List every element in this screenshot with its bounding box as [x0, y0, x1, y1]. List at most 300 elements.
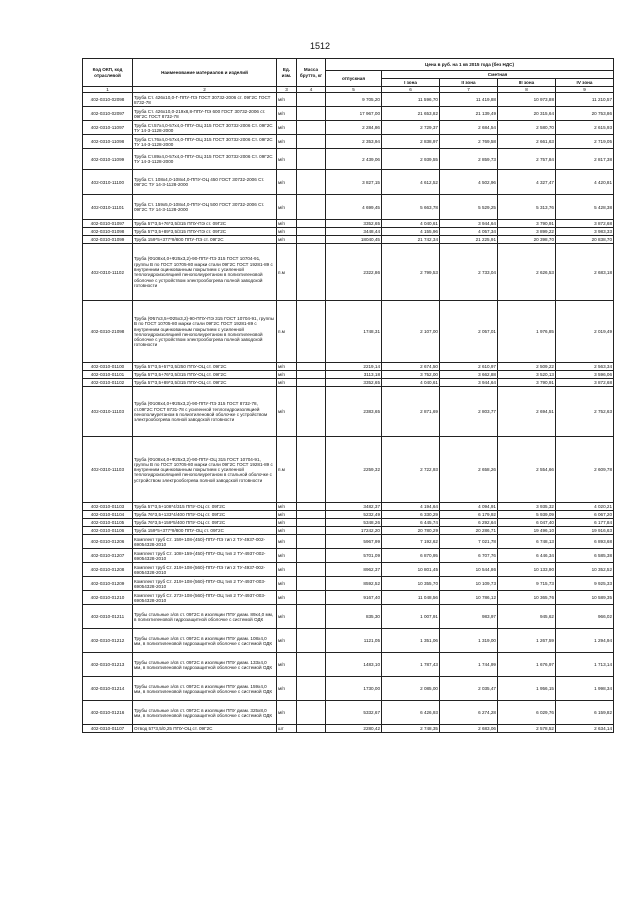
- table-row: [83, 549, 614, 563]
- row-price-zone-2: 4 502,96: [440, 170, 498, 195]
- row-price-zone-3: 6 446,34: [498, 549, 556, 563]
- row-code: 402-0310-01104: [83, 511, 133, 519]
- row-price-zone-3: 6 047,40: [498, 519, 556, 527]
- table-row: [83, 503, 614, 511]
- row-price-zone-3: 2 694,51: [498, 387, 556, 437]
- row-price-release: 4 699,45: [326, 195, 382, 220]
- row-price-release: 3352,65: [326, 220, 382, 228]
- row-mass: [297, 605, 326, 629]
- row-code: 402-0310-01103: [83, 503, 133, 511]
- row-price-zone-1: 2 729,37: [382, 121, 440, 135]
- table-row: [83, 379, 614, 387]
- row-unit: м/п: [277, 228, 297, 236]
- row-mass: [297, 107, 326, 121]
- row-mass: [297, 228, 326, 236]
- row-mass: [297, 725, 326, 733]
- row-name: Труба Ст. 426х10,0-Г-ППУ-ПЭ ГОСТ 30732-2006 ст. 09Г2С ГОСТ 8732-78: [133, 93, 277, 107]
- row-mass: [297, 563, 326, 577]
- row-mass: [297, 511, 326, 519]
- row-price-zone-4: 3 983,33: [556, 228, 614, 236]
- row-price-zone-4: 3 872,68: [556, 379, 614, 387]
- row-price-zone-2: 3 662,88: [440, 371, 498, 379]
- row-price-zone-2: 983,97: [440, 605, 498, 629]
- row-price-zone-2: 2 683,06: [440, 725, 498, 733]
- row-price-release: 2 284,86: [326, 121, 382, 135]
- row-price-zone-3: 19 496,10: [498, 527, 556, 535]
- row-price-release: 2 353,94: [326, 135, 382, 149]
- row-unit: м/п: [277, 387, 297, 437]
- row-price-release: 2 439,06: [326, 149, 382, 170]
- header-estimate: Сметная: [382, 71, 614, 79]
- table-row: [83, 527, 614, 535]
- row-name: Труба 159*5+377*9/800 ППУ-ОЦ ст. 09Г2С: [133, 527, 277, 535]
- row-price-zone-1: 2 722,93: [382, 437, 440, 503]
- row-code: 402-0310-01100: [83, 363, 133, 371]
- row-mass: [297, 527, 326, 535]
- table-row: [83, 220, 614, 228]
- row-code: 402-0310-02098: [83, 93, 133, 107]
- row-price-zone-2: 3 944,64: [440, 220, 498, 228]
- row-price-zone-4: 3 596,06: [556, 371, 614, 379]
- row-price-zone-3: 2 626,53: [498, 244, 556, 301]
- row-price-zone-1: 6 445,74: [382, 519, 440, 527]
- row-price-zone-2: 4 094,91: [440, 503, 498, 511]
- row-price-zone-3: 1 267,59: [498, 629, 556, 653]
- row-code: 402-0310-11101: [83, 195, 133, 220]
- row-price-zone-1: 10 355,70: [382, 577, 440, 591]
- row-price-zone-1: 2 799,53: [382, 244, 440, 301]
- row-price-zone-3: 3 899,22: [498, 228, 556, 236]
- header-zone-1: I зона: [382, 79, 440, 87]
- row-name: Труба 57*3,5+57*3,5/250 ППУ-ОЦ ст. 09Г2С: [133, 363, 277, 371]
- row-unit: м/п: [277, 511, 297, 519]
- row-price-zone-3: 6 748,13: [498, 535, 556, 549]
- table-row: [83, 629, 614, 653]
- row-price-zone-2: 4 057,34: [440, 228, 498, 236]
- row-price-release: 5701,09: [326, 549, 382, 563]
- page-number: 1512: [309, 41, 331, 51]
- row-mass: [297, 301, 326, 363]
- row-price-zone-4: 20 838,70: [556, 236, 614, 244]
- row-price-zone-3: 2 554,66: [498, 437, 556, 503]
- table-row: [83, 121, 614, 135]
- row-price-zone-4: 4 420,81: [556, 170, 614, 195]
- row-price-zone-4: 2 752,63: [556, 387, 614, 437]
- row-price-zone-2: 2 859,73: [440, 149, 498, 170]
- row-price-zone-4: 1 713,14: [556, 653, 614, 677]
- row-price-zone-1: 4 155,96: [382, 228, 440, 236]
- row-unit: м/п: [277, 379, 297, 387]
- row-unit: м/п: [277, 605, 297, 629]
- row-price-zone-2: 2 684,54: [440, 121, 498, 135]
- row-price-release: 9167,40: [326, 591, 382, 605]
- row-code: 402-0310-11103: [83, 437, 133, 503]
- row-name: Труба 57*3,5+76*3,5/315 ППУ-ПЭ ст. 09Г2С: [133, 220, 277, 228]
- row-price-zone-2: 1 319,00: [440, 629, 498, 653]
- table-row: [83, 371, 614, 379]
- row-price-zone-2: 21 225,91: [440, 236, 498, 244]
- column-number: 4: [297, 87, 326, 93]
- row-mass: [297, 503, 326, 511]
- row-price-zone-2: 2 658,26: [440, 437, 498, 503]
- table-row: [83, 591, 614, 605]
- row-name: Комплект труб Ст. 108+159-(450)-ППУ-ОЦ тип 2 ТУ-4937-002-69054328-2010: [133, 549, 277, 563]
- row-unit: м/п: [277, 701, 297, 725]
- row-mass: [297, 170, 326, 195]
- row-code: 402-0310-01099: [83, 236, 133, 244]
- row-mass: [297, 371, 326, 379]
- row-price-zone-1: 4 040,61: [382, 220, 440, 228]
- row-price-zone-4: 2 019,49: [556, 301, 614, 363]
- row-price-release: 17242,20: [326, 527, 382, 535]
- row-price-zone-3: 3 520,13: [498, 371, 556, 379]
- row-name: Комплект труб Ст. 273+108-(560)-ППУ-ОЦ тип 2 ТУ-4937-003-69054328-2010: [133, 591, 277, 605]
- row-name: Труба Ст.89х4,0-57х4,0-ППУ-ОЦ 315 ГОСТ 30732-2006 Ст. 09Г2С ТУ 14-3-1128-2000: [133, 149, 277, 170]
- row-price-zone-4: 2 683,18: [556, 244, 614, 301]
- row-name: Отвод 57*3,5/0,25 ППУ-ОЦ ст. 09Г2С: [133, 725, 277, 733]
- row-name: Труба Ст.57х4,0-57х4,0-ППУ-ОЦ 315 ГОСТ 30732-2006 Ст. 09Г2С ТУ 14-3-1128-2000: [133, 121, 277, 135]
- table-row: [83, 725, 614, 733]
- row-price-release: 5332,67: [326, 701, 382, 725]
- row-price-zone-3: 3 935,32: [498, 503, 556, 511]
- row-price-zone-4: 966,02: [556, 605, 614, 629]
- row-code: 402-0310-01207: [83, 549, 133, 563]
- row-price-zone-1: 2 748,35: [382, 725, 440, 733]
- row-price-zone-2: 10 544,86: [440, 563, 498, 577]
- row-code: 402-0310-11097: [83, 121, 133, 135]
- row-name: Труба Ст. 426х10,0-219х8,8-ППУ-ПЭ 600 ГОСТ 30732-2006 ст. 09Г2С ГОСТ 8732-78: [133, 107, 277, 121]
- row-name: Труба (Ф108х4,0+Ф25х3,2)-90-ППУ-ОЦ 315 ГОСТ 10704-91, группы В по ГОСТ 10705-80 марки стали 09Г2С ГОСТ 19281-89 с внутренним оцинкованным покрытием с усиленной теплогидроизоляцией пенополиуретаном в стальной оболочке с устройством электрообогрева полной заводской готовности: [133, 437, 277, 503]
- row-code: 402-0310-01213: [83, 653, 133, 677]
- row-price-zone-3: 3 790,91: [498, 379, 556, 387]
- row-price-zone-3: 6 029,76: [498, 701, 556, 725]
- row-code: 402-0310-01208: [83, 563, 133, 577]
- row-unit: м/п: [277, 577, 297, 591]
- row-price-zone-1: 21 742,34: [382, 236, 440, 244]
- row-code: 402-0310-11098: [83, 135, 133, 149]
- row-price-zone-1: 2 107,00: [382, 301, 440, 363]
- row-price-release: 3482,37: [326, 503, 382, 511]
- row-mass: [297, 577, 326, 591]
- row-unit: м/п: [277, 527, 297, 535]
- row-unit: шт: [277, 725, 297, 733]
- row-price-release: 18040,45: [326, 236, 382, 244]
- row-price-release: 1483,10: [326, 653, 382, 677]
- row-mass: [297, 653, 326, 677]
- row-unit: м/п: [277, 549, 297, 563]
- row-unit: м/п: [277, 563, 297, 577]
- row-price-zone-3: 9 715,73: [498, 577, 556, 591]
- row-price-zone-4: 11 210,57: [556, 93, 614, 107]
- row-unit: п.м: [277, 437, 297, 503]
- row-price-zone-1: 2 939,55: [382, 149, 440, 170]
- row-unit: п.м: [277, 244, 297, 301]
- header-unit: Ед. изм.: [277, 59, 297, 87]
- row-name: Комплект труб Ст. 219+108-(560)-ППУ-ОЦ тип 2 ТУ-4937-003-69054328-2010: [133, 577, 277, 591]
- column-number: 9: [556, 87, 614, 93]
- row-price-release: 2219,14: [326, 363, 382, 371]
- header-name: Наименование материалов и изделий: [133, 59, 277, 87]
- row-price-zone-2: 3 944,64: [440, 379, 498, 387]
- row-price-release: 1730,00: [326, 677, 382, 701]
- row-price-zone-2: 10 109,73: [440, 577, 498, 591]
- row-unit: м/п: [277, 519, 297, 527]
- row-code: 402-0310-01214: [83, 677, 133, 701]
- row-unit: м/п: [277, 107, 297, 121]
- column-number: 1: [83, 87, 133, 93]
- row-price-zone-3: 2 580,70: [498, 121, 556, 135]
- row-price-zone-2: 2 035,47: [440, 677, 498, 701]
- row-price-zone-1: 10 801,45: [382, 563, 440, 577]
- row-price-zone-1: 1 787,43: [382, 653, 440, 677]
- row-unit: м/п: [277, 363, 297, 371]
- column-number: 7: [440, 87, 498, 93]
- row-unit: м/п: [277, 677, 297, 701]
- row-price-zone-2: 6 707,76: [440, 549, 498, 563]
- header-code: Код ОКП, код отраслевой: [83, 59, 133, 87]
- row-price-zone-3: 20 398,70: [498, 236, 556, 244]
- row-price-zone-2: 10 786,12: [440, 591, 498, 605]
- row-name: Трубы стальные э/св ст. 09Г2С в изоляции ППУ диам. 108х4,0 мм, в полиэтиленовой гидрозащитной оболочке с системой ОДК: [133, 629, 277, 653]
- row-name: Труба (Ф57х3,5+Ф25х3,2)-90-ППУ-ПЭ 315 ГОСТ 10704-91, группы В по ГОСТ 10705-80 марки стали 09Г2С ГОСТ 19281-89 с внутренним оцинкованным покрытием с усиленной теплогидроизоляцией пенополиуретаном в полиэтиленовой оболочке с устройством электрообогрева полной заводской готовности: [133, 301, 277, 363]
- table-row: [83, 107, 614, 121]
- row-mass: [297, 93, 326, 107]
- column-number: 6: [382, 87, 440, 93]
- row-unit: м/п: [277, 503, 297, 511]
- row-price-zone-3: 20 315,64: [498, 107, 556, 121]
- row-price-zone-4: 1 998,34: [556, 677, 614, 701]
- row-price-zone-2: 2 057,01: [440, 301, 498, 363]
- row-name: Трубы стальные э/св ст. 09Г2С в изоляции ППУ диам. 89х4,0 мм, в полиэтиленовой гидрозащитной оболочке с системой ОДК: [133, 605, 277, 629]
- row-price-zone-2: 7 021,78: [440, 535, 498, 549]
- row-price-zone-3: 5 313,76: [498, 195, 556, 220]
- row-unit: м/п: [277, 653, 297, 677]
- row-price-zone-4: 6 585,38: [556, 549, 614, 563]
- row-price-zone-2: 5 529,25: [440, 195, 498, 220]
- table-row: [83, 677, 614, 701]
- row-mass: [297, 535, 326, 549]
- row-code: 402-0310-11099: [83, 149, 133, 170]
- header-price-group: Цена в руб. на 1 кв 2015 года (без НДС): [326, 59, 614, 71]
- row-mass: [297, 519, 326, 527]
- row-price-zone-1: 3 752,00: [382, 371, 440, 379]
- row-price-zone-3: 5 939,09: [498, 511, 556, 519]
- table-row: [83, 519, 614, 527]
- row-price-release: 8592,52: [326, 577, 382, 591]
- row-price-release: 2383,65: [326, 387, 382, 437]
- row-price-release: 5967,99: [326, 535, 382, 549]
- row-code: 402-0310-01212: [83, 629, 133, 653]
- row-code: 402-0310-01106: [83, 527, 133, 535]
- row-code: 402-0310-01107: [83, 725, 133, 733]
- table-row: [83, 363, 614, 371]
- row-price-zone-3: 945,62: [498, 605, 556, 629]
- row-code: 402-0310-02097: [83, 107, 133, 121]
- row-price-zone-1: 2 085,00: [382, 677, 440, 701]
- row-name: Труба 57*3,5+89*3,5/315 ППУ-ПЭ ст. 09Г2С: [133, 228, 277, 236]
- row-price-zone-4: 19 916,63: [556, 527, 614, 535]
- row-name: Труба 57*3,5+89*3,5/315 ППУ-ОЦ ст. 09Г2С: [133, 379, 277, 387]
- row-price-zone-1: 1 007,91: [382, 605, 440, 629]
- row-price-zone-2: 2 803,77: [440, 387, 498, 437]
- row-price-zone-3: 3 790,91: [498, 220, 556, 228]
- table-row: [83, 577, 614, 591]
- row-code: 402-0310-01102: [83, 379, 133, 387]
- row-unit: м/п: [277, 93, 297, 107]
- row-price-zone-4: 6 159,82: [556, 701, 614, 725]
- row-mass: [297, 135, 326, 149]
- row-price-release: 5232,49: [326, 511, 382, 519]
- row-price-zone-1: 4 612,52: [382, 170, 440, 195]
- row-price-zone-2: 20 286,71: [440, 527, 498, 535]
- row-price-zone-1: 4 040,61: [382, 379, 440, 387]
- row-price-release: 3 827,15: [326, 170, 382, 195]
- row-unit: м/п: [277, 591, 297, 605]
- row-mass: [297, 387, 326, 437]
- row-mass: [297, 236, 326, 244]
- row-price-release: 3113,18: [326, 371, 382, 379]
- row-price-zone-1: 6 330,29: [382, 511, 440, 519]
- row-price-release: 3448,44: [326, 228, 382, 236]
- table-row: [83, 170, 614, 195]
- row-price-zone-1: 6 870,95: [382, 549, 440, 563]
- row-price-zone-4: 2 615,93: [556, 121, 614, 135]
- table-row: [83, 236, 614, 244]
- row-price-zone-4: 5 428,38: [556, 195, 614, 220]
- row-name: Труба 159*5+377*9/800 ППУ-ПЭ ст. 09Г2С: [133, 236, 277, 244]
- table-row: [83, 387, 614, 437]
- row-price-zone-2: 6 274,28: [440, 701, 498, 725]
- row-price-zone-4: 2 609,78: [556, 437, 614, 503]
- row-price-zone-1: 11 048,56: [382, 591, 440, 605]
- row-price-zone-2: 6 179,92: [440, 511, 498, 519]
- row-price-release: 1121,05: [326, 629, 382, 653]
- row-unit: м/п: [277, 170, 297, 195]
- row-name: Труба 76*3,5+133*4/400 ППУ-ОЦ ст. 09Г2С: [133, 511, 277, 519]
- row-price-zone-3: 1 956,15: [498, 677, 556, 701]
- table-row: [83, 301, 614, 363]
- row-price-zone-4: 1 294,94: [556, 629, 614, 653]
- row-price-zone-3: 10 365,76: [498, 591, 556, 605]
- row-code: 402-0310-11100: [83, 170, 133, 195]
- row-price-release: 8962,37: [326, 563, 382, 577]
- row-code: 402-0310-01216: [83, 701, 133, 725]
- row-mass: [297, 591, 326, 605]
- row-price-release: 2259,32: [326, 437, 382, 503]
- row-price-zone-1: 2 674,50: [382, 363, 440, 371]
- row-mass: [297, 629, 326, 653]
- header-release: отпускная: [326, 71, 382, 87]
- row-mass: [297, 121, 326, 135]
- row-unit: м/п: [277, 195, 297, 220]
- row-price-zone-4: 4 020,21: [556, 503, 614, 511]
- row-unit: м/п: [277, 149, 297, 170]
- row-price-zone-2: 2 610,97: [440, 363, 498, 371]
- row-price-zone-1: 7 192,62: [382, 535, 440, 549]
- row-name: Труба Ст. 159х5,0-108х4,0-ППУ-ОЦ 500 ГОСТ 30732-2006 Ст. 09Г2С ТУ 14-3-1128-2000: [133, 195, 277, 220]
- row-code: 402-0310-01210: [83, 591, 133, 605]
- row-price-release: 3352,65: [326, 379, 382, 387]
- row-mass: [297, 244, 326, 301]
- table-row: [83, 228, 614, 236]
- row-price-release: 2322,86: [326, 244, 382, 301]
- row-name: Труба (Ф108х4,0+Ф25х3,2)-90-ППУ-ПЭ 315 ГОСТ 10704-91, группы В по ГОСТ 10705-80 марки стали 09Г2С ГОСТ 19281-89 с внутренним оцинкованным покрытием с усиленной теплогидроизоляцией пенополиуретаном в полиэтиленовой оболочке с устройством электрообогрева полной заводской готовности: [133, 244, 277, 301]
- row-code: 402-0310-01098: [83, 228, 133, 236]
- row-price-zone-1: 20 780,29: [382, 527, 440, 535]
- row-price-zone-4: 2 719,05: [556, 135, 614, 149]
- row-price-zone-2: 1 744,99: [440, 653, 498, 677]
- row-price-zone-4: 6 067,20: [556, 511, 614, 519]
- row-price-release: 9 705,20: [326, 93, 382, 107]
- row-price-zone-3: 2 757,84: [498, 149, 556, 170]
- row-price-zone-3: 2 578,52: [498, 725, 556, 733]
- row-price-zone-1: 2 871,69: [382, 387, 440, 437]
- row-price-zone-4: 6 893,68: [556, 535, 614, 549]
- table-row: [83, 195, 614, 220]
- price-table: [82, 58, 614, 733]
- row-price-zone-3: 10 133,90: [498, 563, 556, 577]
- row-unit: м/п: [277, 220, 297, 228]
- table-row: [83, 535, 614, 549]
- row-price-release: 2280,42: [326, 725, 382, 733]
- row-price-release: 17 967,00: [326, 107, 382, 121]
- row-unit: м/п: [277, 535, 297, 549]
- header-zone-2: II зона: [440, 79, 498, 87]
- row-mass: [297, 195, 326, 220]
- row-mass: [297, 701, 326, 725]
- row-code: 402-0310-01101: [83, 371, 133, 379]
- table-row: [83, 563, 614, 577]
- table-row: [83, 135, 614, 149]
- row-price-zone-1: 21 653,82: [382, 107, 440, 121]
- row-mass: [297, 149, 326, 170]
- row-name: Труба (Ф108х4,0+Ф25х3,2)-90-ППУ-ПЭ 315 ГОСТ 8732-78, ст.09Г2С ГОСТ 8731-78 с усиленной теплогидроизоляцией пенополиуретаном в полиэтиленовой оболочке с устройством электрообогрева полной заводской готовности: [133, 387, 277, 437]
- row-price-zone-4: 3 872,68: [556, 220, 614, 228]
- row-mass: [297, 379, 326, 387]
- table-row: [83, 93, 614, 107]
- row-price-zone-4: 2 563,34: [556, 363, 614, 371]
- row-price-zone-3: 2 661,63: [498, 135, 556, 149]
- row-code: 402-0310-01206: [83, 535, 133, 549]
- row-code: 402-0310-11103: [83, 387, 133, 437]
- row-price-zone-4: 9 925,33: [556, 577, 614, 591]
- row-price-zone-1: 2 838,97: [382, 135, 440, 149]
- row-code: 402-0310-01097: [83, 220, 133, 228]
- row-price-zone-4: 2 634,14: [556, 725, 614, 733]
- row-unit: м/п: [277, 121, 297, 135]
- row-price-zone-2: 11 419,88: [440, 93, 498, 107]
- row-price-release: 1748,31: [326, 301, 382, 363]
- row-code: 402-0310-21098: [83, 301, 133, 363]
- row-price-zone-1: 5 663,78: [382, 195, 440, 220]
- row-name: Труба 57*3,5+76*3,5/315 ППУ-ОЦ ст. 09Г2С: [133, 371, 277, 379]
- row-unit: м/п: [277, 371, 297, 379]
- column-number: 3: [277, 87, 297, 93]
- row-mass: [297, 437, 326, 503]
- row-price-release: 5348,26: [326, 519, 382, 527]
- row-price-zone-2: 21 139,49: [440, 107, 498, 121]
- row-price-zone-4: 10 589,35: [556, 591, 614, 605]
- column-number: 5: [326, 87, 382, 93]
- row-code: 402-0310-01209: [83, 577, 133, 591]
- row-price-zone-4: 2 817,38: [556, 149, 614, 170]
- row-price-release: 835,30: [326, 605, 382, 629]
- row-price-zone-1: 11 596,70: [382, 93, 440, 107]
- row-price-zone-3: 2 509,22: [498, 363, 556, 371]
- table-row: [83, 149, 614, 170]
- column-number: 8: [498, 87, 556, 93]
- row-name: Трубы стальные э/св ст. 09Г2С в изоляции ППУ диам. 133х4,0 мм, в полиэтиленовой гидрозащитной оболочке с системой ОДК: [133, 653, 277, 677]
